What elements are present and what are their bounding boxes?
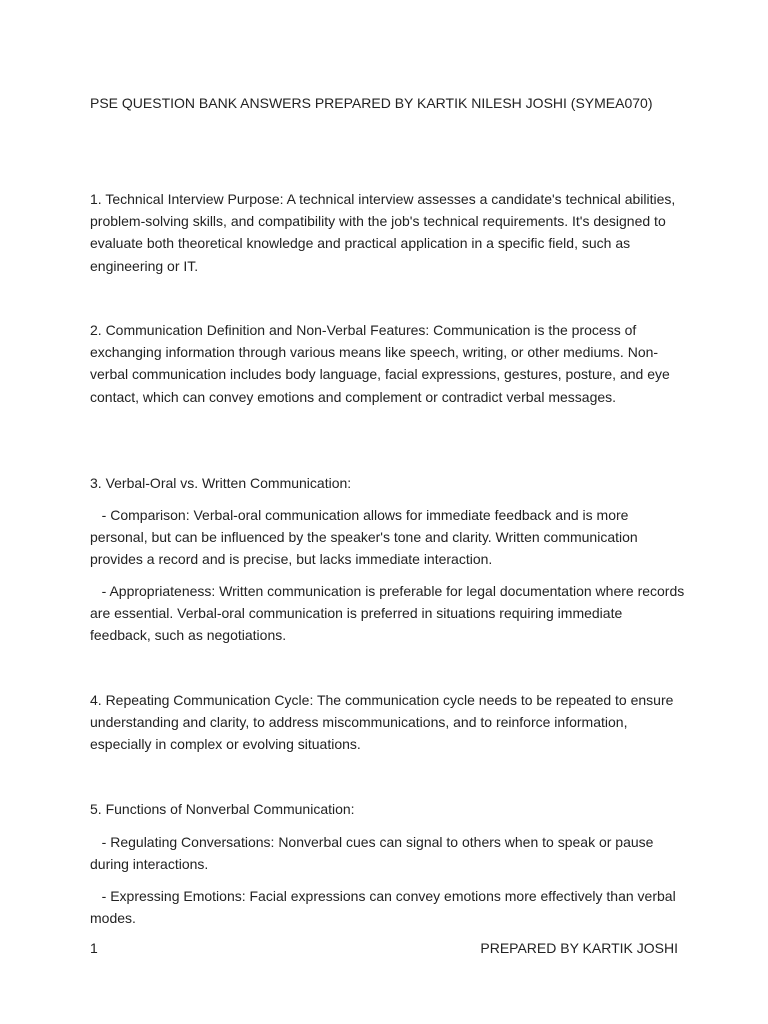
answer-3-point-appropriateness — [90, 580, 685, 647]
answer-5-point-regulating — [90, 831, 685, 875]
answer-5-point-expressing-text: - Expressing Emotions: Facial expressions can convey emotions more effectively than verbal modes. — [90, 888, 676, 927]
document-title: PSE QUESTION BANK ANSWERS PREPARED BY KARTIK NILESH JOSHI (SYMEA070) — [90, 95, 653, 111]
page-number: 1 — [90, 940, 98, 956]
answer-3-point-comparison — [90, 504, 685, 571]
answer-5-point-expressing — [90, 885, 685, 929]
answer-2: 2. Communication Definition and Non-Verbal Features: Communication is the process of exchanging information through various means like speech, writing, or other mediums. Non-verbal communication includes body language, facial expressions, gestures, posture, and eye contact, which can convey emotions and complement or contradict verbal messages. — [90, 322, 670, 405]
answer-5-point-regulating-text: - Regulating Conversations: Nonverbal cues can signal to others when to speak or pause during interactions. — [90, 834, 654, 873]
answer-3-point-appropriateness-text: - Appropriateness: Written communication is preferable for legal documentation where records are essential. Verbal-oral communication is preferred in situations requiring immediate feedback, such as negotiations. — [90, 583, 685, 644]
answer-3-heading: 3. Verbal-Oral vs. Written Communication: — [90, 475, 352, 491]
answer-1: 1. Technical Interview Purpose: A technical interview assesses a candidate's technical abilities, problem-solving skills, and compatibility with the job's technical requirements. It's designed to evaluate both theoretical knowledge and practical application in a specific field, such as engineering or IT. — [90, 191, 676, 274]
answer-4: 4. Repeating Communication Cycle: The communication cycle needs to be repeated to ensure understanding and clarity, to address miscommunications, and to reinforce information, especially in complex or evolving situations. — [90, 692, 674, 753]
answer-3-point-comparison-text: - Comparison: Verbal-oral communication allows for immediate feedback and is more personal, but can be influenced by the speaker's tone and clarity. Written communication provides a record and is precise, but lacks immediate interaction. — [90, 507, 638, 568]
answer-5-heading: 5. Functions of Nonverbal Communication: — [90, 801, 355, 817]
footer-credit: PREPARED BY KARTIK JOSHI — [480, 940, 678, 956]
